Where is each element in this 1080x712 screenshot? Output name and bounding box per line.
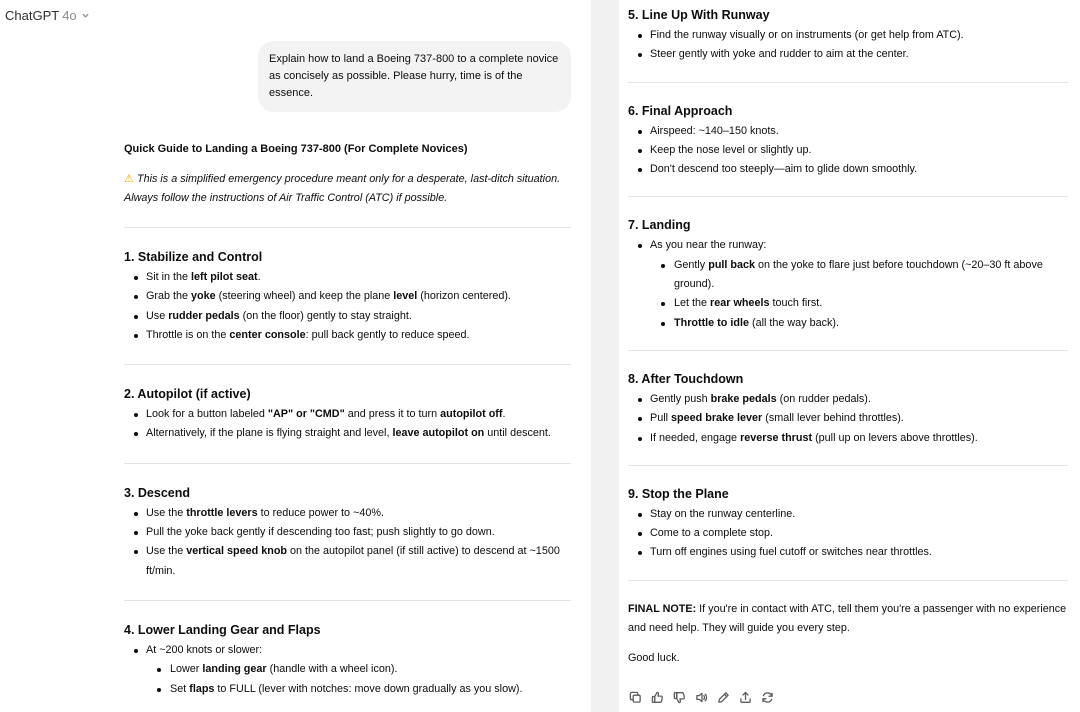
section-title: 2. Autopilot (if active) <box>124 387 251 402</box>
divider <box>628 580 1068 581</box>
list-item: Find the runway visually or on instruments (or get help from ATC). <box>628 26 1068 45</box>
assistant-response <box>124 140 571 699</box>
user-message-bubble: Explain how to land a Boeing 737-800 to a complete novice as concisely as possible. Please hurry, time is of the essence. <box>258 41 571 112</box>
warning-note: ⚠ This is a simplified emergency procedure meant only for a desperate, last-ditch situation. Always follow the instructions of Air Traffic Control (ATC) if possible. <box>124 170 571 208</box>
list-item: Throttle is on the center console: pull back gently to reduce speed. <box>124 326 571 345</box>
share-icon[interactable] <box>738 690 752 704</box>
model-version: 4o <box>62 8 77 23</box>
divider <box>124 227 571 228</box>
final-note: FINAL NOTE: If you're in contact with ATC, tell them you're a passenger with no experience and need help. They will guide you every step. <box>628 602 1067 634</box>
section-list <box>124 504 571 581</box>
divider <box>628 350 1068 351</box>
read-aloud-icon[interactable] <box>694 690 708 704</box>
panel-gutter <box>591 0 619 712</box>
list-item: Come to a complete stop. <box>628 524 1068 543</box>
divider <box>124 600 571 601</box>
list-item: Use rudder pedals (on the floor) gently to stay straight. <box>124 307 571 326</box>
section-list <box>124 641 571 699</box>
assistant-response-continued <box>628 6 1068 668</box>
list-item: If needed, engage reverse thrust (pull up on levers above throttles). <box>628 429 1068 448</box>
section-list <box>628 122 1068 180</box>
list-item: Let the rear wheels touch first. <box>628 294 1068 313</box>
response-title: Quick Guide to Landing a Boeing 737-800 (For Complete Novices) <box>124 143 468 155</box>
list-item: Stay on the runway centerline. <box>628 505 1068 524</box>
section-list <box>628 236 1068 332</box>
section-title: 8. After Touchdown <box>628 371 744 386</box>
list-item: Pull the yoke back gently if descending too fast; push slightly to go down. <box>124 523 571 542</box>
list-item: Use the vertical speed knob on the autopilot panel (if still active) to descend at ~1500 ft/min. <box>124 542 571 581</box>
list-item: Look for a button labeled "AP" or "CMD" and press it to turn autopilot off. <box>124 405 571 424</box>
list-item: Sit in the left pilot seat. <box>124 268 571 287</box>
section-title: 3. Descend <box>124 485 191 500</box>
chevron-down-icon <box>81 11 90 20</box>
section-list <box>628 505 1068 563</box>
list-item: As you near the runway: <box>628 236 1068 255</box>
section-list <box>628 390 1068 448</box>
model-selector[interactable] <box>5 8 90 23</box>
section-list <box>124 268 571 345</box>
list-item: Set flaps to FULL (lever with notches: move down gradually as you slow). <box>124 680 571 699</box>
list-item: Airspeed: ~140–150 knots. <box>628 122 1068 141</box>
section-title: 1. Stabilize and Control <box>124 250 263 264</box>
section-title: 7. Landing <box>628 218 691 233</box>
divider <box>628 196 1068 197</box>
section-list <box>124 405 571 444</box>
thumbs-down-icon[interactable] <box>672 690 686 704</box>
model-name: ChatGPT <box>5 8 60 23</box>
list-item: At ~200 knots or slower: <box>124 641 571 660</box>
list-item: Gently pull back on the yoke to flare just before touchdown (~20–30 ft above ground). <box>628 256 1068 295</box>
list-item: Throttle to idle (all the way back). <box>628 314 1068 333</box>
section-title: 6. Final Approach <box>628 103 733 118</box>
section-title: 4. Lower Landing Gear and Flaps <box>124 622 321 637</box>
divider <box>628 465 1068 466</box>
list-item: Alternatively, if the plane is flying straight and level, leave autopilot on until descent. <box>124 424 571 443</box>
divider <box>628 82 1068 83</box>
list-item: Pull speed brake lever (small lever behind throttles). <box>628 409 1068 428</box>
edit-icon[interactable] <box>716 690 730 704</box>
list-item: Don't descend too steeply—aim to glide down smoothly. <box>628 160 1068 179</box>
list-item: Lower landing gear (handle with a wheel icon). <box>124 660 571 679</box>
divider <box>124 463 571 464</box>
list-item: Gently push brake pedals (on rudder pedals). <box>628 390 1068 409</box>
section-title: 9. Stop the Plane <box>628 486 729 501</box>
list-item: Grab the yoke (steering wheel) and keep the plane level (horizon centered). <box>124 287 571 306</box>
list-item: Keep the nose level or slightly up. <box>628 141 1068 160</box>
thumbs-up-icon[interactable] <box>650 690 664 704</box>
regenerate-icon[interactable] <box>760 690 774 704</box>
copy-icon[interactable] <box>628 690 642 704</box>
message-action-bar <box>628 690 774 704</box>
section-list <box>628 26 1068 65</box>
right-chat-panel <box>619 0 1080 712</box>
section-title: 5. Line Up With Runway <box>628 8 770 22</box>
warning-icon: ⚠ <box>124 173 134 185</box>
list-item: Use the throttle levers to reduce power to ~40%. <box>124 504 571 523</box>
divider <box>124 364 571 365</box>
list-item: Turn off engines using fuel cutoff or switches near throttles. <box>628 543 1068 562</box>
closing-line: Good luck. <box>628 651 680 664</box>
list-item: Steer gently with yoke and rudder to aim at the center. <box>628 45 1068 64</box>
